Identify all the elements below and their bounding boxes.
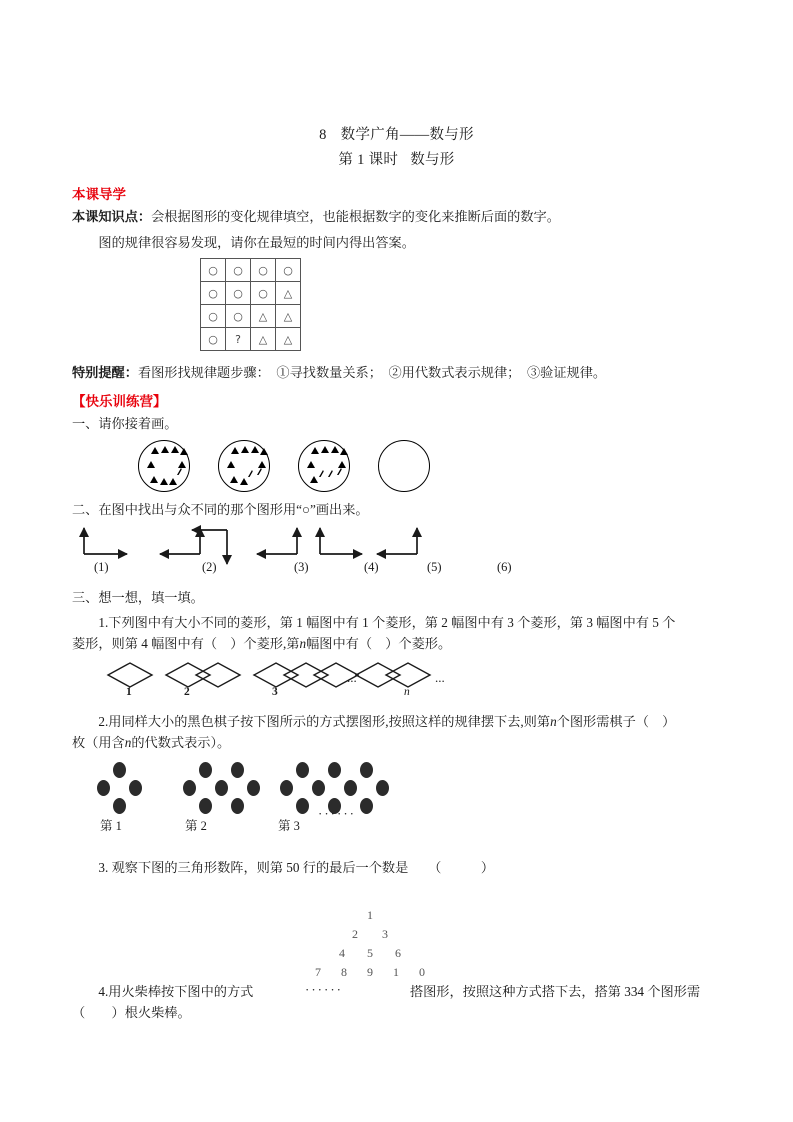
triangle-solid <box>321 446 329 453</box>
q1-circle-1 <box>138 440 190 492</box>
q3-item2-line1 <box>72 712 722 732</box>
rhombus-figure-label-1: 1 <box>126 686 132 698</box>
arrow-label-1: (1) <box>94 560 109 574</box>
rhombus-3a <box>254 663 298 687</box>
chess-dot <box>360 762 373 778</box>
triangle-solid <box>151 447 159 454</box>
number-array-row-2: 23 <box>352 927 412 941</box>
q3-item1-line1: 1.下列图中有大小不同的菱形，第 1 幅图中有 1 个菱形，第 2 幅图中有 3 个菱形，第 3 幅图中有 5 个 <box>98 615 676 630</box>
arrow-4 <box>257 528 297 554</box>
chess-dot <box>231 798 244 814</box>
triangle-hollow <box>249 478 257 485</box>
q3-item2-line1-a: 2.用同样大小的黑色棋子按下图所示的方式摆图形,按照这样的规律摆下去,则第 <box>98 714 551 729</box>
q3-item1-line2 <box>72 634 722 654</box>
q3-item4-line1 <box>72 982 722 1002</box>
arrow-1 <box>84 528 127 554</box>
q3-item4-text-a: 4.用火柴棒按下图中的方式 <box>98 984 254 999</box>
triangle-solid <box>160 478 168 485</box>
number-array-row-3: 456 <box>339 946 423 960</box>
rhombus-ellipsis-1: ... <box>347 670 357 685</box>
grid-cell: ○ <box>201 305 226 328</box>
q1-circle-row <box>138 440 430 492</box>
q3-item3-number-array <box>280 908 460 978</box>
q3-item1-line2-b: 幅图中有（ ）个菱形。 <box>306 636 452 651</box>
triangle-solid <box>161 446 169 453</box>
tip-text: 看图形找规律题步骤： ①寻找数量关系； ②用代数式表示规律； ③验证规律。 <box>137 365 607 380</box>
grid-cell: ○ <box>276 259 301 282</box>
training-banner-text: 【快乐训练营】 <box>72 394 167 409</box>
triangle-solid <box>338 461 346 468</box>
rhombus-figure-label-4: n <box>404 686 410 698</box>
grid-cell: △ <box>251 305 276 328</box>
lesson-number: 第 1 课时 <box>338 152 399 168</box>
grid-cell: ○ <box>251 259 276 282</box>
arrow-label-3: (3) <box>294 560 309 574</box>
triangle-hollow <box>258 476 266 483</box>
chess-dot <box>247 780 260 796</box>
q3-item2-var-n1: n <box>550 714 557 729</box>
triangle-solid <box>230 476 238 483</box>
chess-figure-label-1: 第 1 <box>100 819 122 833</box>
q3-item1-var-n: n <box>299 636 307 651</box>
knowledge-label: 本课知识点： <box>72 209 152 224</box>
chess-dot <box>328 762 341 778</box>
triangle-solid <box>147 461 155 468</box>
knowledge-text: 会根据图形的变化规律填空，也能根据数字的变化来推断后面的数字。 <box>151 209 560 224</box>
arrow-2 <box>160 528 200 554</box>
triangle-solid <box>150 476 158 483</box>
symbol-grid-table <box>200 258 301 351</box>
tip-label: 特别提醒： <box>72 365 138 380</box>
chess-dot <box>199 762 212 778</box>
special-tip-line <box>72 363 722 383</box>
triangle-solid <box>178 461 186 468</box>
triangle-hollow <box>178 476 186 483</box>
arrow-label-6: (6) <box>497 560 512 574</box>
chess-dot <box>215 780 228 796</box>
grid-cell: △ <box>276 305 301 328</box>
table-row <box>201 328 301 351</box>
q3-item4-line2: （ ）根火柴棒。 <box>72 1005 191 1020</box>
q3-item2-ellipsis: ······ <box>318 806 356 821</box>
training-banner <box>72 390 722 411</box>
arrow-label-5: (5) <box>427 560 442 574</box>
rhombus-figure-label-3: 3 <box>272 686 278 698</box>
triangle-solid <box>241 446 249 453</box>
chapter-number: 8 <box>319 127 327 143</box>
q3-item4-ellipsis: ······ <box>305 982 343 997</box>
q3-item2-chess-figures <box>95 762 415 834</box>
lesson-title-text: 数与形 <box>410 152 455 168</box>
chess-dot <box>360 798 373 814</box>
chess-figure-label-3: 第 3 <box>278 819 300 833</box>
triangle-solid <box>310 476 318 483</box>
arrow-3 <box>192 530 227 564</box>
chess-dot <box>113 762 126 778</box>
triangle-solid <box>169 478 177 485</box>
triangle-solid <box>311 447 319 454</box>
arrow-6 <box>377 528 417 554</box>
q3-item2-line2-a: 枚（用含 <box>72 735 125 750</box>
triangle-hollow <box>329 478 337 485</box>
guide-prompt: 图的规律很容易发现，请你在最短的时间内得出答案。 <box>98 235 415 250</box>
triangle-solid <box>258 461 266 468</box>
chess-figure-label-2: 第 2 <box>185 819 207 833</box>
triangle-solid <box>340 448 348 455</box>
q1-circle-3 <box>298 440 350 492</box>
symbol-grid-body <box>201 259 301 351</box>
q3-item1-line2-a: 菱形，则第 4 幅图中有（ ）个菱形,第 <box>72 636 300 651</box>
rhombus-2b <box>196 663 240 687</box>
grid-cell: ○ <box>201 282 226 305</box>
chapter-title-text: 数学广角——数与形 <box>340 127 474 143</box>
q1-label: 一、请你接着画。 <box>72 416 178 431</box>
chess-dot <box>376 780 389 796</box>
triangle-solid <box>331 446 339 453</box>
chess-dot <box>129 780 142 796</box>
arrow-5 <box>320 528 362 554</box>
number-array-row-4: 78910 <box>315 965 445 979</box>
chess-dot <box>199 798 212 814</box>
chess-dot <box>312 780 325 796</box>
grid-cell: ○ <box>201 259 226 282</box>
q2-arrow-labels <box>72 560 722 580</box>
rhombus-ellipsis-2: ... <box>435 670 445 685</box>
triangle-solid <box>171 446 179 453</box>
triangle-hollow <box>320 478 328 485</box>
triangle-solid <box>180 448 188 455</box>
q3-label: 三、想一想，填一填。 <box>72 590 204 605</box>
q3-item2-line2 <box>72 733 722 753</box>
q2-label: 二、在图中找出与众不同的那个图形用“○”画出来。 <box>72 502 369 517</box>
triangle-solid <box>260 448 268 455</box>
chess-dot <box>344 780 357 796</box>
triangle-solid <box>240 478 248 485</box>
rhombus-figure-label-2: 2 <box>184 686 190 698</box>
q1-circle-4 <box>378 440 430 492</box>
rhombus-1 <box>108 663 152 687</box>
grid-cell: △ <box>276 328 301 351</box>
chess-dot <box>280 780 293 796</box>
grid-cell: △ <box>276 282 301 305</box>
triangle-solid <box>307 461 315 468</box>
triangle-solid <box>251 446 259 453</box>
chapter-title <box>0 123 793 144</box>
table-row <box>201 259 301 282</box>
guide-section-label <box>72 183 722 204</box>
knowledge-point-line <box>72 207 722 227</box>
grid-cell-question: ? <box>226 328 251 351</box>
grid-cell: ○ <box>251 282 276 305</box>
grid-cell: ○ <box>201 328 226 351</box>
chess-dot <box>296 798 309 814</box>
q3-item2-line2-b: 的代数式表示）。 <box>131 735 231 750</box>
q3-item3-text: 3. 观察下图的三角形数阵，则第 50 行的最后一个数是 （ ） <box>98 860 495 875</box>
rhombus-3b <box>284 663 328 687</box>
chess-dot <box>113 798 126 814</box>
q3-item2-line1-b: 个图形需棋子（ ） <box>556 714 676 729</box>
q3-item2-var-n2: n <box>124 735 132 750</box>
q3-item1-figure-labels <box>104 686 464 706</box>
triangle-hollow <box>338 476 346 483</box>
rhombus-na <box>386 663 430 687</box>
triangle-solid <box>227 461 235 468</box>
table-row <box>201 305 301 328</box>
number-array-row-1: 1 <box>367 908 399 922</box>
grid-cell: ○ <box>226 282 251 305</box>
guide-label-text: 本课导学 <box>72 187 126 202</box>
triangle-solid <box>231 447 239 454</box>
arrow-label-4: (4) <box>364 560 379 574</box>
grid-cell: ○ <box>226 259 251 282</box>
chess-dot <box>183 780 196 796</box>
table-row <box>201 282 301 305</box>
grid-cell: ○ <box>226 305 251 328</box>
chess-dot <box>231 762 244 778</box>
chess-dot <box>296 762 309 778</box>
lesson-title <box>0 148 793 169</box>
q3-item4-text-b: 搭图形，按照这种方式搭下去，搭第 334 个图形需 <box>409 984 701 999</box>
arrow-label-2: (2) <box>202 560 217 574</box>
chess-dot <box>97 780 110 796</box>
rhombus-nb <box>356 663 400 687</box>
rhombus-2a <box>166 663 210 687</box>
q1-circle-2 <box>218 440 270 492</box>
grid-cell: △ <box>251 328 276 351</box>
